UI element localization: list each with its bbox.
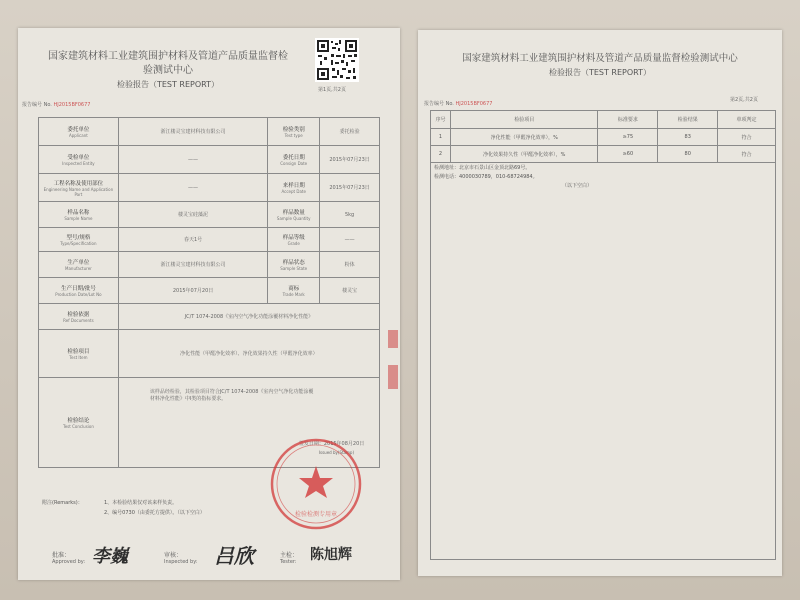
row1-item: 净化性能（甲醛净化效率），% [450, 129, 598, 146]
label-en: Inspected Entity [62, 161, 95, 166]
remarks-label: 附注(Remarks)： [42, 500, 83, 506]
remark-1: 1、本检验结果仅对该来样负责。 [104, 500, 178, 506]
red-seam-mark [388, 330, 398, 348]
label-en: Applicant [69, 133, 88, 138]
conclusion-line1: 该样品经检验，其检验项目符合JC/T 1074-2008《室内空气净化功能涂覆 [149, 389, 314, 395]
row2-no: 2 [431, 146, 451, 163]
info-label-left [39, 202, 119, 228]
label-en: Manufacturer [65, 266, 92, 271]
table-row [431, 146, 776, 163]
row1-requirement: ≥75 [598, 129, 658, 146]
label-zh: 生产日期/批号 [60, 286, 96, 292]
page2-report-number [424, 100, 492, 107]
page1-report-title: 检验报告（TEST REPORT） [116, 80, 220, 89]
results-table [430, 110, 776, 163]
page1-info-table [38, 117, 380, 468]
label-zh: 委托单位 [67, 127, 90, 133]
svg-text:检验检测专用章: 检验检测专用章 [294, 511, 338, 518]
tester-label: 主检： [280, 552, 299, 559]
remark-2: 2、编号0730（由委托方提供）。（以下空白） [104, 510, 205, 516]
test-phone: 检测电话：4000030789，010-68724984。 [434, 174, 538, 180]
label-zh: 商标 [288, 286, 300, 292]
info-label-left [39, 118, 119, 146]
info-value-left: 楼灵宝硅藻泥 [118, 202, 267, 228]
label-zh: 工程名称及使用部位 [53, 180, 104, 187]
info-label-right [268, 202, 320, 228]
row2-item: 净化效果持久性（甲醛净化效率），% [450, 146, 598, 163]
test-item-row [39, 330, 380, 378]
info-label-right [268, 228, 320, 252]
remarks-block [42, 498, 205, 518]
issue-date: 签发日期：2015年08月20日 [298, 441, 365, 447]
info-value-right: 楼灵宝 [320, 278, 380, 304]
approved-label-en: Approved by: [52, 559, 86, 565]
contact-block [434, 164, 592, 191]
header-judgement: 单项判定 [718, 111, 776, 129]
info-value-right: 2015年07月23日 [320, 146, 380, 174]
header-item: 检验项目 [450, 111, 598, 129]
tester-label-en: Tester: [280, 559, 297, 565]
page2-title-line1: 国家建筑材料工业建筑围护材料及管道产品质量监督检验测试中心 [462, 53, 738, 64]
test-item-value: 净化性能（甲醛净化效率）、净化效果持久性（甲醛净化效率） [118, 330, 379, 378]
label-zh: 生产单位 [67, 260, 90, 266]
info-value-right: 委托检验 [320, 118, 380, 146]
info-label-left [39, 146, 119, 174]
item-label-en: Test Item [69, 355, 88, 360]
conclusion-label [39, 378, 119, 468]
info-row [39, 146, 380, 174]
approved-by [52, 550, 85, 565]
item-label-zh: 检验项目 [67, 349, 90, 355]
page2-report-title: 检验报告（TEST REPORT） [548, 68, 652, 77]
page2-title [418, 52, 782, 80]
label-en: Accept Date [281, 189, 306, 194]
label-en: Production Date/Lot No [55, 292, 102, 297]
label-zh: 样品状态 [282, 260, 305, 266]
info-value-right: 粉体 [320, 252, 380, 278]
inspected-label: 审核： [164, 552, 183, 559]
inspected-by [164, 550, 198, 565]
info-row [39, 174, 380, 202]
issue-stamp-label: Issued by(Stamp) [318, 450, 355, 455]
label-zh: 样品名称 [67, 210, 90, 216]
inspected-label-en: Inspected by: [164, 559, 198, 565]
label-en: Consign Date [280, 161, 308, 166]
info-row [39, 228, 380, 252]
row2-result: 80 [658, 146, 718, 163]
label-en: Type/Specification [60, 241, 97, 246]
concl-label-zh: 检验结论 [67, 418, 90, 424]
info-value-left: —— [118, 146, 267, 174]
test-item-label [39, 330, 119, 378]
ref-documents-label [39, 304, 119, 330]
label-zh: 样品数量 [282, 210, 305, 216]
info-value-left: 浙江楼灵宝建材科技有限公司 [118, 252, 267, 278]
header-requirement: 标准要求 [598, 111, 658, 129]
report-page-1 [18, 28, 400, 580]
info-row [39, 278, 380, 304]
info-label-left [39, 174, 119, 202]
concl-label-en: Test Conclusion [62, 424, 94, 429]
red-seam-mark [388, 365, 398, 389]
official-seal [268, 436, 364, 532]
info-row [39, 202, 380, 228]
label-zh: 委托日期 [282, 155, 305, 161]
info-value-left: 春天1号 [118, 228, 267, 252]
label-en: Grade [287, 241, 300, 246]
page2-page-number: 第2页,共2页 [730, 97, 758, 103]
page1-title-line2: 验测试中心 [143, 65, 193, 76]
info-value-right: 2015年07月23日 [320, 174, 380, 202]
row1-result: 83 [658, 129, 718, 146]
label-en: Test type [284, 133, 303, 138]
approved-signature: 李巍 [92, 546, 128, 567]
results-header-row [431, 111, 776, 129]
label-zh: 样品等级 [282, 235, 305, 241]
info-value-right: —— [320, 228, 380, 252]
label-en: Sample State [280, 266, 308, 271]
report-no-label: 报告编号 No. [22, 102, 52, 108]
info-value-left: 2015年07月20日 [118, 278, 267, 304]
label-zh: 受检单位 [67, 155, 90, 161]
report-no-value: HJ2015BF0677 [53, 102, 91, 108]
inspected-signature: 吕欣 [214, 544, 254, 568]
approved-label: 批准： [52, 552, 71, 559]
label-zh: 型号/规格 [66, 235, 91, 241]
label-en: Trade Mark [282, 292, 305, 297]
info-row [39, 118, 380, 146]
label-zh: 检验类别 [282, 127, 305, 133]
info-label-left [39, 278, 119, 304]
blank-note: （以下空白） [562, 183, 593, 189]
tester [280, 550, 298, 565]
info-label-left [39, 228, 119, 252]
row1-judgement: 符合 [718, 129, 776, 146]
test-address: 检测地址：北京市石景山区金顶北路69号。 [434, 165, 531, 171]
label-zh: 来样日期 [282, 183, 305, 189]
info-label-right [268, 278, 320, 304]
row1-no: 1 [431, 129, 451, 146]
info-value-left: 浙江楼灵宝建材科技有限公司 [118, 118, 267, 146]
qr-code-icon [315, 38, 359, 82]
label-en: Engineering Name and Application Part [43, 186, 114, 197]
page2-report-no-value: HJ2015BF0677 [455, 101, 493, 107]
ref-documents-row [39, 304, 380, 330]
report-page-2 [418, 30, 782, 576]
info-label-left [39, 252, 119, 278]
conclusion-line2: 材料净化性能》中Ⅰ类的指标要求。 [149, 396, 227, 402]
info-row [39, 252, 380, 278]
info-label-right [268, 118, 320, 146]
info-value-right: 5kg [320, 202, 380, 228]
tester-signature: 陈旭辉 [310, 547, 352, 563]
ref-label-zh: 检验依据 [67, 312, 90, 318]
page1-page-number: 第1页,共2页 [318, 87, 346, 93]
info-label-right [268, 146, 320, 174]
ref-documents-value: JC/T 1074-2008《室内空气净化功能涂覆材料净化性能》 [118, 304, 379, 330]
page1-report-number [22, 101, 90, 108]
page1-title-line1: 国家建筑材料工业建筑围护材料及管道产品质量监督检 [48, 51, 288, 62]
info-label-right [268, 252, 320, 278]
page1-title [18, 50, 318, 92]
label-en: Sample Name [64, 216, 93, 221]
ref-label-en: Ref Documents [63, 318, 94, 323]
label-en: Sample Quantity [276, 216, 311, 221]
info-value-left: —— [118, 174, 267, 202]
row2-judgement: 符合 [718, 146, 776, 163]
header-no: 序号 [431, 111, 451, 129]
info-label-right [268, 174, 320, 202]
row2-requirement: ≥60 [598, 146, 658, 163]
header-result: 检验结果 [658, 111, 718, 129]
page2-report-no-label: 报告编号 No. [424, 101, 454, 107]
table-row [431, 129, 776, 146]
